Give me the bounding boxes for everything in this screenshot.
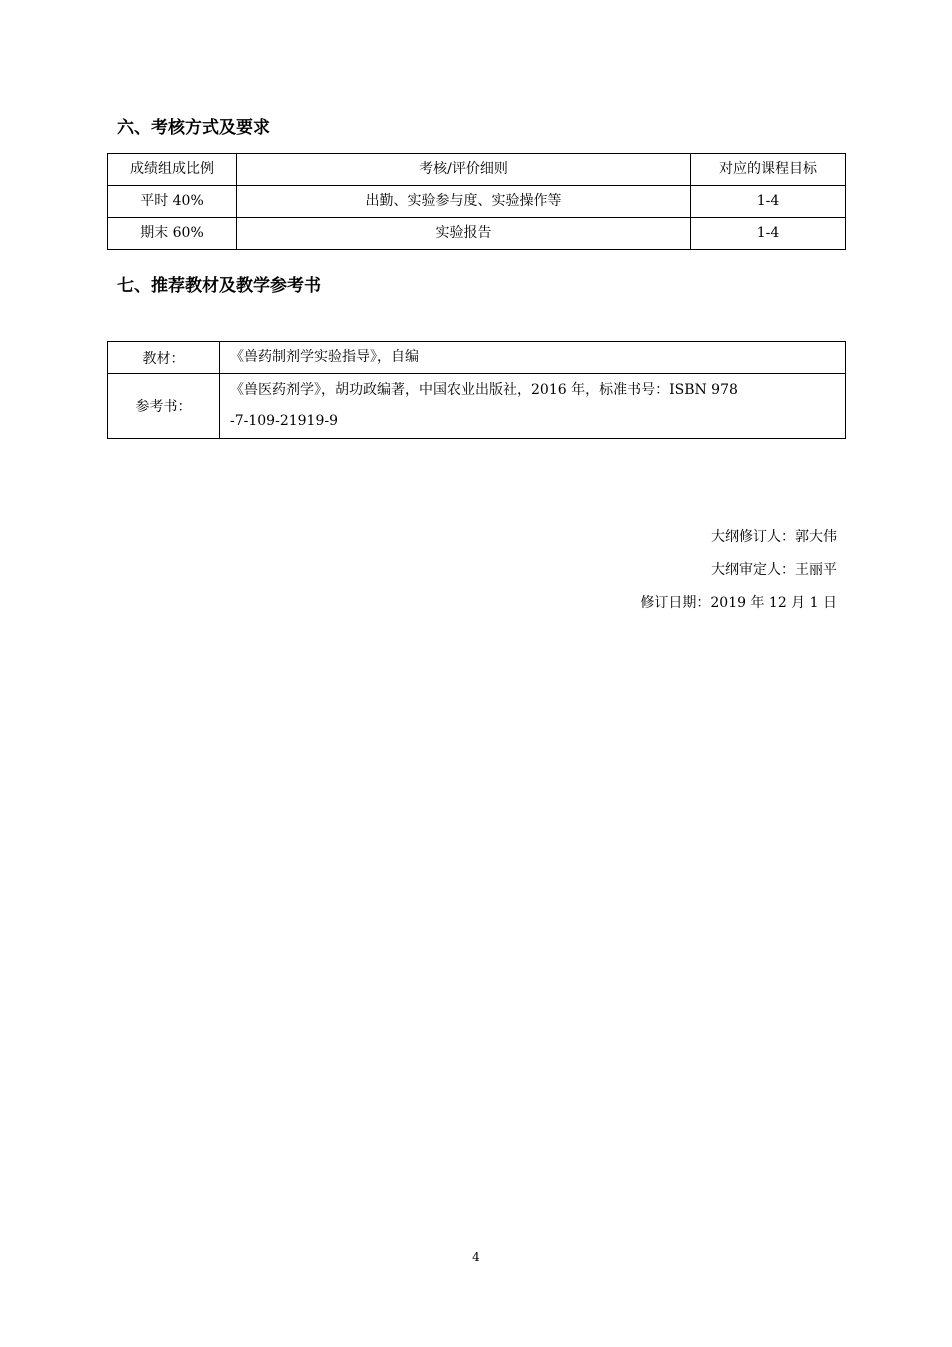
table-header-row [108, 154, 846, 186]
table-row [108, 186, 846, 218]
reference-value [220, 374, 846, 439]
header-cell: 考核/评价细则 [237, 154, 691, 186]
table-cell: 实验报告 [237, 218, 691, 250]
textbook-value: 《兽药制剂学实验指导》，自编 [220, 342, 846, 374]
table-cell: 期末 60% [108, 218, 237, 250]
assessment-table [107, 153, 846, 250]
reference-line: -7-109-21919-9 [230, 413, 338, 429]
section-heading-assessment: 六、考核方式及要求 [117, 118, 270, 138]
section-heading-textbooks: 七、推荐教材及教学参考书 [117, 276, 321, 296]
header-cell: 对应的课程目标 [691, 154, 846, 186]
reference-label: 参考书： [108, 374, 220, 439]
textbook-table [107, 341, 846, 439]
approver-line: 大纲审定人：王丽平 [711, 562, 837, 578]
table-cell: 出勤、实验参与度、实验操作等 [237, 186, 691, 218]
table-cell: 平时 40% [108, 186, 237, 218]
table-cell: 1-4 [691, 218, 846, 250]
table-row [108, 342, 846, 374]
table-row [108, 218, 846, 250]
table-cell: 1-4 [691, 186, 846, 218]
page-number: 4 [472, 1250, 480, 1264]
table-row [108, 374, 846, 439]
revision-date: 修订日期：2019 年 12 月 1 日 [640, 595, 837, 611]
header-cell: 成绩组成比例 [108, 154, 237, 186]
textbook-label: 教材： [108, 342, 220, 374]
reviser-line: 大纲修订人：郭大伟 [711, 529, 837, 545]
reference-line: 《兽医药剂学》，胡功政编著，中国农业出版社，2016 年，标准书号：ISBN 978 [230, 382, 738, 398]
